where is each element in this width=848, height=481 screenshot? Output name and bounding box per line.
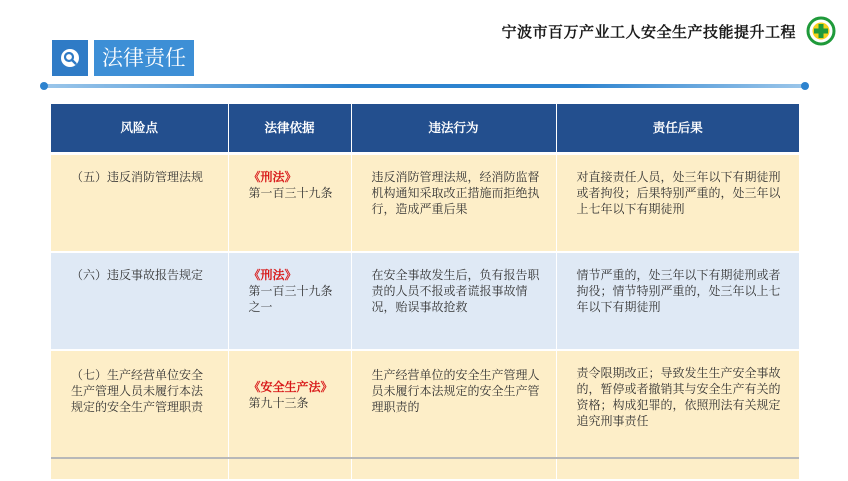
cell-consequence: 情节严重的，处三年以下有期徒刑或者拘役；情节特别严重的，处三年以上七年以下有期徒刑 (556, 252, 799, 350)
column-header-law: 法律依据 (228, 104, 351, 154)
table-row (51, 252, 799, 350)
section-title: 法律责任 (94, 40, 194, 76)
law-name: 《安全生产法》 (248, 380, 333, 394)
safety-cross-logo (806, 16, 836, 46)
cell-consequence: 对直接责任人员，处三年以下有期徒刑或者拘役；后果特别严重的，处三年以上七年以下有期徒刑 (556, 154, 799, 253)
cell-risk: （五）违反消防管理法规 (51, 154, 228, 253)
search-icon (52, 40, 88, 76)
law-article: 第一百三十九条之一 (248, 284, 333, 314)
law-name: 《刑法》 (248, 268, 297, 282)
law-article: 第九十三条 (248, 396, 309, 410)
table-row (51, 350, 799, 480)
legal-liability-table (51, 104, 799, 481)
cell-behavior: 违反消防管理法规，经消防监督机构通知采取改正措施而拒绝执行，造成严重后果 (351, 154, 556, 253)
cell-risk: （七）生产经营单位安全生产管理人员未履行本法规定的安全生产管理职责 (51, 350, 228, 480)
cell-behavior: 生产经营单位的安全生产管理人员未履行本法规定的安全生产管理职责的 (351, 350, 556, 480)
divider-dot-left (40, 82, 48, 90)
cell-risk: （六）违反事故报告规定 (51, 252, 228, 350)
column-header-consequence: 责任后果 (556, 104, 799, 154)
cell-behavior: 在安全事故发生后，负有报告职责的人员不报或者谎报事故情况，贻误事故抢救 (351, 252, 556, 350)
project-title: 宁波市百万产业工人安全生产技能提升工程 (501, 23, 796, 41)
divider-dot-right (801, 82, 809, 90)
divider-line (44, 84, 804, 88)
law-name: 《刑法》 (248, 170, 297, 184)
column-header-behavior: 违法行为 (351, 104, 556, 154)
cell-consequence: 责令限期改正；导致发生生产安全事故的，暂停或者撤销其与安全生产有关的资格；构成犯罪的，依照刑法有关规定追究刑事责任 (556, 350, 799, 480)
table-bottom-border (51, 457, 799, 459)
cell-law (228, 252, 351, 350)
law-article: 第一百三十九条 (248, 186, 333, 200)
table-row (51, 154, 799, 253)
cell-law (228, 154, 351, 253)
cell-law (228, 350, 351, 480)
column-header-risk: 风险点 (51, 104, 228, 154)
section-header (52, 40, 194, 76)
table-header-row (51, 104, 799, 154)
